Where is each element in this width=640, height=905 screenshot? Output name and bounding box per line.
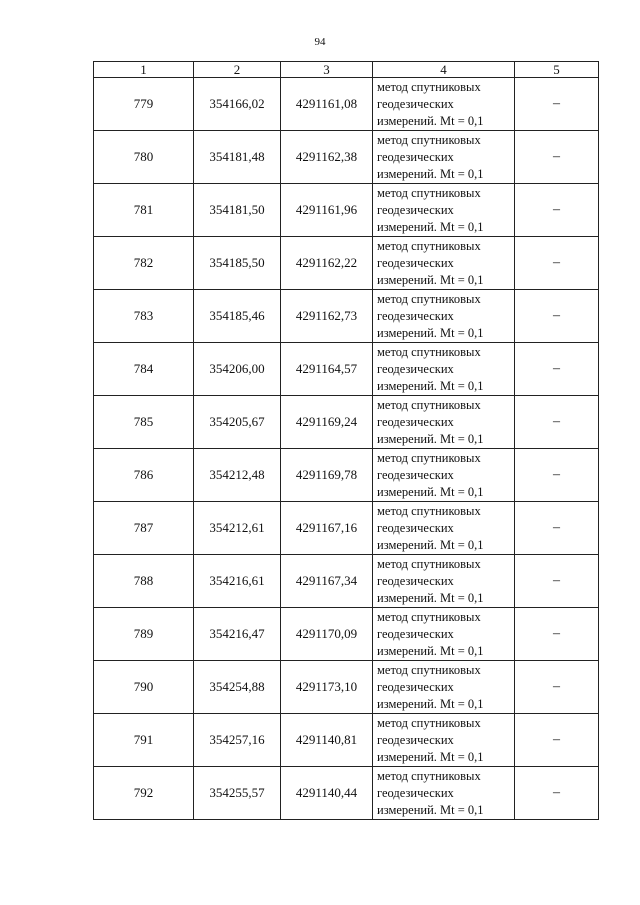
point-number: 784 <box>94 343 194 396</box>
method-description <box>373 767 515 820</box>
table-row <box>94 184 599 237</box>
table-body <box>94 78 599 820</box>
table-row <box>94 661 599 714</box>
method-line-2: геодезических <box>377 679 454 694</box>
method-description <box>373 555 515 608</box>
method-line-1: метод спутниковых <box>377 450 481 465</box>
method-line-1: метод спутниковых <box>377 662 481 677</box>
coordinate-x: 354181,48 <box>194 131 281 184</box>
header-col-4: 4 <box>373 62 515 78</box>
column-5-value: – <box>515 343 599 396</box>
point-number: 789 <box>94 608 194 661</box>
header-col-2: 2 <box>194 62 281 78</box>
coordinate-y: 4291170,09 <box>281 608 373 661</box>
method-description <box>373 290 515 343</box>
coordinate-y: 4291169,24 <box>281 396 373 449</box>
coordinate-y: 4291167,34 <box>281 555 373 608</box>
method-line-2: геодезических <box>377 520 454 535</box>
coordinate-x: 354212,48 <box>194 449 281 502</box>
coordinate-x: 354212,61 <box>194 502 281 555</box>
column-5-value: – <box>515 714 599 767</box>
method-line-1: метод спутниковых <box>377 291 481 306</box>
table-row <box>94 767 599 820</box>
coordinate-y: 4291169,78 <box>281 449 373 502</box>
method-line-3: измерений. Mt = 0,1 <box>377 272 484 287</box>
method-line-3: измерений. Mt = 0,1 <box>377 431 484 446</box>
method-line-1: метод спутниковых <box>377 503 481 518</box>
point-number: 780 <box>94 131 194 184</box>
coordinate-x: 354185,46 <box>194 290 281 343</box>
table-row <box>94 290 599 343</box>
column-5-value: – <box>515 184 599 237</box>
point-number: 779 <box>94 78 194 131</box>
method-description <box>373 184 515 237</box>
coordinate-y: 4291140,44 <box>281 767 373 820</box>
header-col-5: 5 <box>515 62 599 78</box>
method-description <box>373 78 515 131</box>
point-number: 781 <box>94 184 194 237</box>
method-line-2: геодезических <box>377 202 454 217</box>
column-5-value: – <box>515 661 599 714</box>
point-number: 786 <box>94 449 194 502</box>
method-description <box>373 661 515 714</box>
column-5-value: – <box>515 131 599 184</box>
method-description <box>373 237 515 290</box>
method-description <box>373 449 515 502</box>
coordinate-x: 354255,57 <box>194 767 281 820</box>
method-line-1: метод спутниковых <box>377 344 481 359</box>
coordinate-y: 4291173,10 <box>281 661 373 714</box>
table-row <box>94 555 599 608</box>
method-line-1: метод спутниковых <box>377 715 481 730</box>
table-row <box>94 78 599 131</box>
coordinate-y: 4291164,57 <box>281 343 373 396</box>
point-number: 790 <box>94 661 194 714</box>
method-line-3: измерений. Mt = 0,1 <box>377 802 484 817</box>
method-line-2: геодезических <box>377 732 454 747</box>
column-5-value: – <box>515 767 599 820</box>
point-number: 783 <box>94 290 194 343</box>
coordinate-x: 354206,00 <box>194 343 281 396</box>
header-col-1: 1 <box>94 62 194 78</box>
coordinates-table <box>93 61 599 820</box>
coordinate-y: 4291162,73 <box>281 290 373 343</box>
method-line-3: измерений. Mt = 0,1 <box>377 643 484 658</box>
point-number: 792 <box>94 767 194 820</box>
table-row <box>94 608 599 661</box>
coordinate-x: 354181,50 <box>194 184 281 237</box>
method-line-3: измерений. Mt = 0,1 <box>377 749 484 764</box>
method-line-3: измерений. Mt = 0,1 <box>377 590 484 605</box>
table-row <box>94 502 599 555</box>
column-5-value: – <box>515 555 599 608</box>
page-number: 94 <box>314 36 326 48</box>
method-description <box>373 343 515 396</box>
method-line-1: метод спутниковых <box>377 132 481 147</box>
column-5-value: – <box>515 290 599 343</box>
method-line-2: геодезических <box>377 149 454 164</box>
method-line-1: метод спутниковых <box>377 79 481 94</box>
coordinate-x: 354216,61 <box>194 555 281 608</box>
method-line-1: метод спутниковых <box>377 238 481 253</box>
method-description <box>373 608 515 661</box>
method-line-2: геодезических <box>377 361 454 376</box>
method-line-2: геодезических <box>377 96 454 111</box>
column-5-value: – <box>515 608 599 661</box>
point-number: 788 <box>94 555 194 608</box>
coordinate-y: 4291162,22 <box>281 237 373 290</box>
table-row <box>94 396 599 449</box>
method-line-2: геодезических <box>377 573 454 588</box>
method-line-2: геодезических <box>377 255 454 270</box>
table-row <box>94 237 599 290</box>
column-5-value: – <box>515 396 599 449</box>
method-line-2: геодезических <box>377 785 454 800</box>
method-line-3: измерений. Mt = 0,1 <box>377 696 484 711</box>
coordinate-x: 354205,67 <box>194 396 281 449</box>
method-line-3: измерений. Mt = 0,1 <box>377 113 484 128</box>
column-5-value: – <box>515 78 599 131</box>
method-line-3: измерений. Mt = 0,1 <box>377 378 484 393</box>
method-line-3: измерений. Mt = 0,1 <box>377 166 484 181</box>
table-header <box>94 62 599 78</box>
coordinate-x: 354216,47 <box>194 608 281 661</box>
coordinate-y: 4291161,08 <box>281 78 373 131</box>
method-line-3: измерений. Mt = 0,1 <box>377 537 484 552</box>
method-line-2: геодезических <box>377 308 454 323</box>
coordinate-x: 354185,50 <box>194 237 281 290</box>
method-line-1: метод спутниковых <box>377 185 481 200</box>
method-line-3: измерений. Mt = 0,1 <box>377 219 484 234</box>
point-number: 785 <box>94 396 194 449</box>
method-line-1: метод спутниковых <box>377 768 481 783</box>
coordinate-y: 4291167,16 <box>281 502 373 555</box>
coordinate-x: 354166,02 <box>194 78 281 131</box>
method-description <box>373 502 515 555</box>
method-line-2: геодезических <box>377 414 454 429</box>
column-5-value: – <box>515 502 599 555</box>
coordinate-y: 4291161,96 <box>281 184 373 237</box>
method-line-1: метод спутниковых <box>377 609 481 624</box>
header-col-3: 3 <box>281 62 373 78</box>
table-row <box>94 449 599 502</box>
coordinate-x: 354257,16 <box>194 714 281 767</box>
column-5-value: – <box>515 237 599 290</box>
coordinate-x: 354254,88 <box>194 661 281 714</box>
point-number: 782 <box>94 237 194 290</box>
method-line-3: измерений. Mt = 0,1 <box>377 484 484 499</box>
table-row <box>94 131 599 184</box>
table-row <box>94 343 599 396</box>
coordinate-y: 4291140,81 <box>281 714 373 767</box>
coordinate-y: 4291162,38 <box>281 131 373 184</box>
point-number: 787 <box>94 502 194 555</box>
method-line-1: метод спутниковых <box>377 397 481 412</box>
method-description <box>373 396 515 449</box>
method-description <box>373 714 515 767</box>
column-5-value: – <box>515 449 599 502</box>
table-row <box>94 714 599 767</box>
header-row <box>94 62 599 78</box>
method-description <box>373 131 515 184</box>
point-number: 791 <box>94 714 194 767</box>
method-line-1: метод спутниковых <box>377 556 481 571</box>
method-line-2: геодезических <box>377 467 454 482</box>
method-line-2: геодезических <box>377 626 454 641</box>
method-line-3: измерений. Mt = 0,1 <box>377 325 484 340</box>
